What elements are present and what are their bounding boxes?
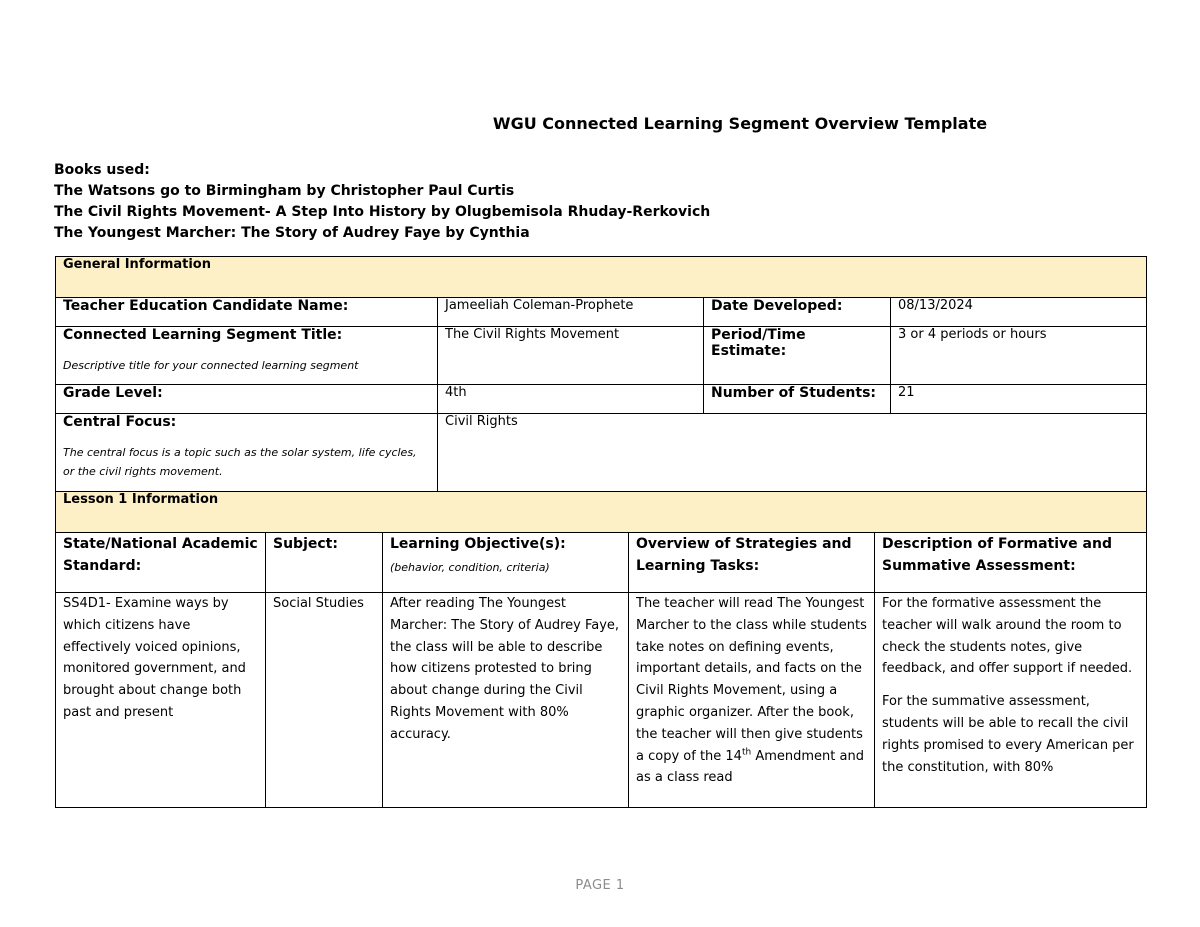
books-section [54, 160, 710, 244]
focus-row [56, 414, 1147, 492]
students-value: 21 [898, 385, 915, 400]
book-item: The Watsons go to Birmingham by Christopher Paul Curtis [54, 183, 515, 199]
strategies-text-main: The teacher will read The Youngest Marcher to the class while students take notes on defining events, important details, and facts on the Civil Rights Movement, using a graphic organizer. After the book, the teacher will then give students a copy of the 14 [636, 596, 867, 764]
date-value-cell [891, 298, 1147, 327]
subject-header-cell [266, 533, 383, 593]
students-label: Number of Students: [711, 385, 876, 401]
book-item: The Youngest Marcher: The Story of Audrey Faye by Cynthia [54, 225, 530, 241]
grade-label: Grade Level: [63, 385, 163, 401]
subject-text: Social Studies [273, 596, 364, 611]
students-value-cell [891, 385, 1147, 414]
candidate-label: Teacher Education Candidate Name: [63, 298, 349, 314]
focus-label-cell [56, 414, 438, 492]
grade-value-cell [438, 385, 704, 414]
segment-hint: Descriptive title for your connected learning segment [63, 359, 359, 372]
strategies-cell [629, 593, 875, 808]
grade-label-cell [56, 385, 438, 414]
objective-text: After reading The Youngest Marcher: The Story of Audrey Faye, the class will be able to describe how citizens protested to bring about change during the Civil Rights Movement with 80% accuracy. [390, 596, 620, 742]
standard-header-cell [56, 533, 266, 593]
segment-label: Connected Learning Segment Title: [63, 327, 343, 343]
segment-value-cell [438, 327, 704, 385]
segment-row [56, 327, 1147, 385]
date-label-cell [704, 298, 891, 327]
segment-label-cell [56, 327, 438, 385]
ordinal-superscript: th [741, 747, 752, 758]
assessment-cell [875, 593, 1147, 808]
objective-hint: (behavior, condition, criteria) [390, 561, 550, 574]
book-item: The Civil Rights Movement- A Step Into History by Olugbemisola Rhuday-Rerkovich [54, 204, 711, 220]
strategies-header-cell [629, 533, 875, 593]
lesson1-header-row [56, 492, 1147, 533]
grade-row [56, 385, 1147, 414]
candidate-value: Jameeliah Coleman-Prophete [445, 298, 634, 313]
subject-cell [266, 593, 383, 808]
lesson1-column-headers [56, 533, 1147, 593]
focus-label: Central Focus: [63, 414, 177, 430]
document-title: WGU Connected Learning Segment Overview Template [492, 114, 988, 133]
candidate-label-cell [56, 298, 438, 327]
candidate-value-cell [438, 298, 704, 327]
standard-header: State/National Academic Standard: [63, 536, 258, 574]
standard-text: SS4D1- Examine ways by which citizens have effectively voiced opinions, monitored government, and brought about change both past and present [63, 596, 246, 720]
period-value: 3 or 4 periods or hours [898, 327, 1047, 342]
candidate-row [56, 298, 1147, 327]
focus-hint: The central focus is a topic such as the solar system, life cycles, or the civil rights movement. [63, 446, 417, 478]
students-label-cell [704, 385, 891, 414]
focus-value: Civil Rights [445, 414, 518, 429]
assessment-header: Description of Formative and Summative Assessment: [882, 536, 1112, 574]
overview-table [55, 256, 1147, 808]
period-label-cell [704, 327, 891, 385]
page-footer: PAGE 1 [575, 878, 625, 893]
general-info-header-row [56, 257, 1147, 298]
objective-header-cell [383, 533, 629, 593]
objective-header: Learning Objective(s): [390, 536, 566, 552]
assessment-header-cell [875, 533, 1147, 593]
formative-text: For the formative assessment the teacher will walk around the room to check the students notes, give feedback, and offer support if needed. [882, 596, 1133, 677]
subject-header: Subject: [273, 536, 338, 552]
general-info-heading: General Information [56, 257, 1147, 298]
period-label: Period/Time Estimate: [711, 327, 806, 359]
strategies-text [636, 593, 867, 789]
standard-cell [56, 593, 266, 808]
segment-value: The Civil Rights Movement [445, 327, 620, 342]
strategies-header: Overview of Strategies and Learning Tasks: [636, 536, 852, 574]
date-value: 08/13/2024 [898, 298, 973, 313]
books-heading: Books used: [54, 162, 150, 178]
strategies-text-end: Amendment and as a class read [636, 748, 864, 786]
lesson1-content-row [56, 593, 1147, 808]
summative-text: For the summative assessment, students will be able to recall the civil rights promised to every American per the constitution, with 80% [882, 694, 1134, 775]
objective-cell [383, 593, 629, 808]
lesson1-heading: Lesson 1 Information [56, 492, 1147, 533]
grade-value: 4th [445, 385, 467, 400]
focus-value-cell [438, 414, 1147, 492]
date-label: Date Developed: [711, 298, 843, 314]
period-value-cell [891, 327, 1147, 385]
